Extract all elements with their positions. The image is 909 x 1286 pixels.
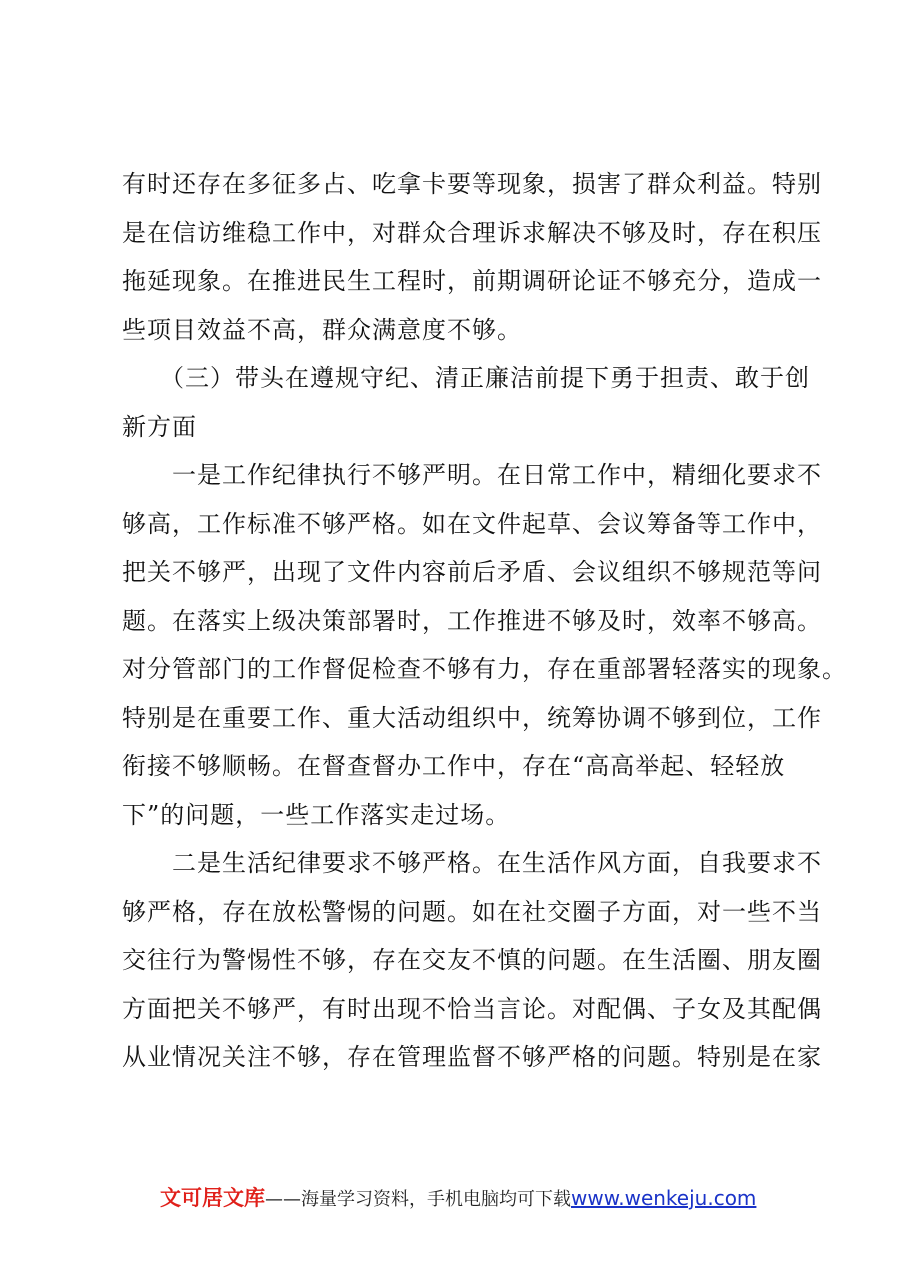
- section-heading: （三）带头在遵规守纪、清正廉洁前提下勇于担责、敢于创: [122, 364, 810, 392]
- footer-banner: [160, 1180, 800, 1216]
- text-line: 从业情况关注不够，存在管理监督不够严格的问题。特别是在家: [122, 1043, 822, 1071]
- text-line: 交往行为警惕性不够，存在交友不慎的问题。在生活圈、朋友圈: [122, 946, 822, 974]
- text-line: 有时还存在多征多占、吃拿卡要等现象，损害了群众利益。特别: [122, 170, 822, 198]
- text-line: 方面把关不够严，有时出现不恰当言论。对配偶、子女及其配偶: [122, 994, 822, 1023]
- text-line: 对分管部门的工作督促检查不够有力，存在重部署轻落实的现象。: [122, 655, 847, 683]
- section-heading-cont: 新方面: [122, 412, 197, 441]
- body-text: [122, 160, 847, 1082]
- text-line: 够严格，存在放松警惕的问题。如在社交圈子方面，对一些不当: [122, 897, 822, 926]
- text-line: 特别是在重要工作、重大活动组织中，统筹协调不够到位，工作: [122, 703, 822, 732]
- text-line: 是在信访维稳工作中，对群众合理诉求解决不够及时，存在积压: [122, 218, 822, 247]
- footer-tagline: ——海量学习资料，手机电脑均可下载: [265, 1189, 571, 1210]
- footer-link[interactable]: www.wenkeju.com: [571, 1186, 757, 1210]
- text-line: 拖延现象。在推进民生工程时，前期调研论证不够充分，造成一: [122, 267, 822, 295]
- text-line: 一是工作纪律执行不够严明。在日常工作中，精细化要求不: [122, 461, 822, 489]
- footer-brand: 文可居文库: [160, 1186, 265, 1210]
- text-line: 够高，工作标准不够严格。如在文件起草、会议筹备等工作中，: [122, 509, 822, 538]
- text-line: 二是生活纪律要求不够严格。在生活作风方面，自我要求不: [122, 849, 822, 877]
- text-line: 下”的问题，一些工作落实走过场。: [122, 800, 511, 829]
- text-line: 衔接不够顺畅。在督查督办工作中，存在“高高举起、轻轻放: [122, 752, 786, 780]
- text-line: 题。在落实上级决策部署时，工作推进不够及时，效率不够高。: [122, 606, 822, 635]
- text-line: 些项目效益不高，群众满意度不够。: [122, 315, 522, 344]
- text-line: 把关不够严，出现了文件内容前后矛盾、会议组织不够规范等问: [122, 558, 822, 586]
